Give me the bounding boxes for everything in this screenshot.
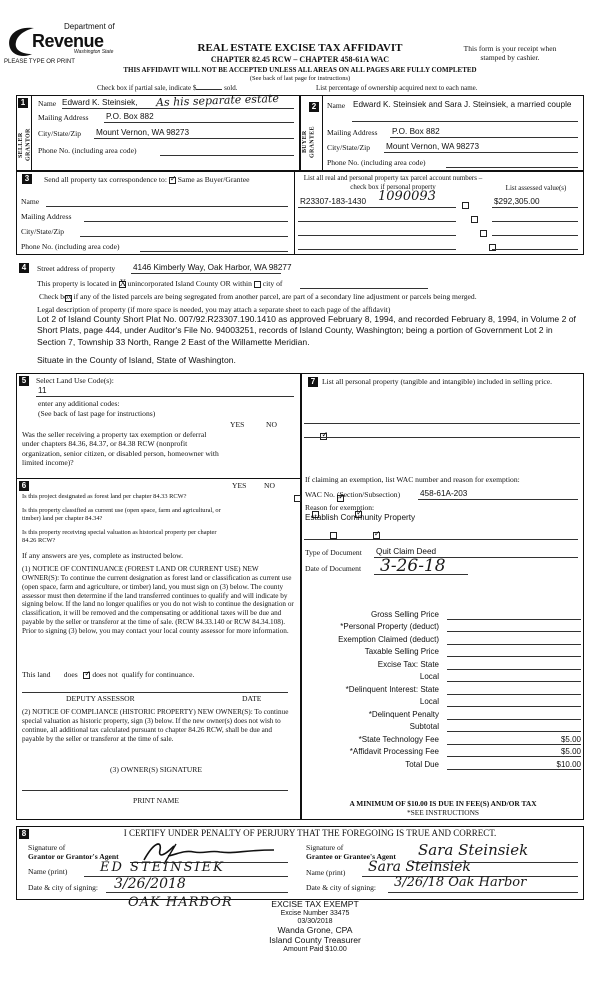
grantee-sig-label-2: Grantee or Grantee's Agent: [306, 852, 396, 861]
section-2-number: 2: [309, 102, 319, 112]
s3-phone-label: Phone No. (including area code): [21, 242, 120, 251]
stamp-line-5: Island County Treasurer: [269, 934, 361, 945]
doc-type-label: Type of Document: [305, 548, 362, 557]
city-checkbox[interactable]: [254, 281, 261, 288]
fee-label: *Personal Property (deduct): [340, 622, 439, 631]
fee-row: [305, 632, 581, 645]
s6-yes: YES: [232, 481, 247, 490]
fee-value: [447, 710, 581, 720]
seller-city-label: City/State/Zip: [38, 129, 82, 138]
fee-label: Subtotal: [409, 722, 439, 731]
legal-label: Legal description of property (if more space is needed, you may attach a separate sheet to each page of the affidavit): [37, 305, 391, 314]
page-title: REAL ESTATE EXCISE TAX AFFIDAVIT: [197, 42, 403, 54]
section-8-number: 8: [19, 829, 29, 839]
grantor-date-label: Date & city of signing:: [28, 883, 99, 892]
deputy-date: DATE: [242, 694, 262, 703]
fee-value: [447, 722, 581, 732]
grantee-sig-label: Signature of: [306, 843, 344, 852]
section-6-number: 6: [19, 481, 29, 491]
seller-mail-label: Mailing Address: [38, 113, 89, 122]
fee-row: [305, 670, 581, 683]
fee-row: [305, 757, 581, 770]
s6-no: NO: [264, 481, 275, 490]
print-name: PRINT NAME: [132, 796, 180, 805]
fee-label: Local: [419, 672, 439, 681]
unincorporated-checkbox[interactable]: [119, 281, 126, 288]
fees-table: [305, 607, 581, 770]
notice-compliance: (2) NOTICE OF COMPLIANCE (HISTORIC PROPERTY) NEW OWNER(S): To continue special valuation as historic property, sign (3) below. If the new owner(s) does not wish to continue, all additional tax calculated pursuant to chapter 84.26 RCW, shall be due and payable by the seller or transferor at the time of sale.: [22, 708, 289, 743]
back-note: (See back of last page for instructions): [249, 75, 351, 82]
seller-city-value: Mount Vernon, WA 98273: [96, 128, 190, 137]
parcel-header: List all real and personal property tax parcel account numbers – check box if personal property: [303, 174, 483, 191]
s6-q3: Is this property receiving special valuation as historical property per chapter 84.26 RCW?: [22, 529, 217, 544]
fee-value: [447, 622, 581, 632]
fee-row: [305, 657, 581, 670]
s5-question: Was the seller receiving a property tax exemption or deferral under chapters 84.36, 84.37, or 84.38 RCW (nonprofit organization, senior citizen, or disabled person, homeowner with limited income)?: [22, 430, 219, 468]
receipt-note: This form is your receipt when stamped by cashier.: [463, 44, 557, 63]
buyer-city-value: Mount Vernon, WA 98273: [386, 142, 480, 151]
fee-label: Gross Selling Price: [370, 609, 439, 619]
minimum-note: A MINIMUM OF $10.00 IS DUE IN FEE(S) AND/OR TAX: [349, 799, 537, 808]
logo-state: Washington State: [74, 49, 114, 55]
stamp-line-1: EXCISE TAX EXEMPT: [271, 899, 359, 909]
fee-row: [305, 645, 581, 658]
reason-value: Establish Community Property: [305, 513, 416, 522]
fee-label: *Delinquent Interest: State: [345, 684, 439, 694]
logo: [4, 18, 122, 60]
fee-row: [305, 720, 581, 733]
personal-property-checkbox-1[interactable]: [462, 202, 469, 209]
situate: Situate in the County of Island, State of Washington.: [37, 355, 236, 365]
partial-sale-sold: sold.: [224, 84, 238, 92]
street-value: 4146 Kimberly Way, Oak Harbor, WA 98277: [133, 263, 292, 272]
located-label: This property is located in: [37, 279, 117, 288]
chapter: CHAPTER 82.45 RCW – CHAPTER 458-61A WAC: [210, 55, 390, 64]
this-land-line: [22, 670, 194, 679]
parcel-value: R23307-183-1430: [300, 197, 367, 206]
fee-row: [305, 695, 581, 708]
fee-row: [305, 620, 581, 633]
fee-value: [447, 697, 581, 707]
fee-value: [447, 647, 581, 657]
buyer-city-label: City/State/Zip: [327, 143, 371, 152]
buyer-phone-label: Phone No. (including area code): [327, 158, 426, 167]
see-instructions: *SEE INSTRUCTIONS: [406, 808, 480, 817]
section-7-number: 7: [308, 377, 318, 387]
grantee-date-value: 3/26/18 Oak Harbor: [394, 875, 527, 890]
fee-value: [447, 672, 581, 682]
reason-label: Reason for exemption:: [305, 503, 375, 512]
s3-name-label: Name: [21, 197, 40, 206]
notice-continuance: (1) NOTICE OF CONTINUANCE (FOREST LAND OR CURRENT USE) NEW OWNER(S): To continue the current designation as forest land or classification as current use (open space, farm and agriculture, or timber) land, you must sign on (3) below. The county assessor must then determine if the land transferred continues to qualify and will indicate by signing below. If the land no longer qualifies or you do not wish to continue the designation or classification, it will be removed and the compensating or additional taxes will be due and payable by the seller or transferor at the time of sale. (RCW 84.33.140 or RCW 84.34.108). Prior to signing (3) below, you may contact your local county assessor for more information.: [22, 565, 294, 636]
buyer-mail-value: P.O. Box 882: [392, 127, 440, 136]
land-use-label: Select Land Use Code(s):: [36, 376, 114, 385]
qualify-label: qualify for continuance.: [121, 670, 195, 679]
buyer-mail-label: Mailing Address: [327, 128, 378, 137]
personal-property-label: List all personal property (tangible and intangible) included in selling price.: [322, 377, 553, 386]
fee-label: *Delinquent Penalty: [368, 709, 439, 719]
fee-value: [447, 635, 581, 645]
grantor-sig-label: Signature of: [28, 843, 66, 852]
certify: I CERTIFY UNDER PENALTY OF PERJURY THAT THE FOREGOING IS TRUE AND CORRECT.: [123, 828, 497, 838]
section-1-number: 1: [18, 98, 28, 108]
fee-value: [447, 660, 581, 670]
grantee-date-label: Date & city of signing:: [306, 883, 377, 892]
city-of-label: city of: [262, 279, 283, 288]
s5-yes-checkbox[interactable]: [279, 433, 286, 440]
buyer-name-label: Name: [327, 101, 346, 110]
doc-date-value: 3-26-18: [380, 556, 446, 576]
fee-value: [447, 610, 581, 620]
fee-label: Excise Tax: State: [377, 659, 439, 669]
fee-label: Taxable Selling Price: [364, 647, 439, 656]
located-line: [37, 279, 282, 288]
stamp-line-2: Excise Number 33475: [280, 909, 350, 917]
grantor-city-value: OAK HARBOR: [128, 895, 233, 910]
seller-grantor-label: SELLER GRANTOR: [18, 128, 32, 162]
owner-signature: (3) OWNER(S) SIGNATURE: [110, 765, 202, 774]
fee-row: [305, 732, 581, 745]
logo-word: Revenue: [32, 31, 104, 51]
s5-yes: YES: [230, 420, 245, 429]
unincorporated-label: unincorporated Island County OR within: [127, 279, 252, 288]
street-label: Street address of property: [37, 264, 116, 273]
same-as-buyer-label: Same as Buyer/Grantee: [177, 175, 250, 184]
assessed-value: $292,305.00: [494, 197, 540, 206]
see-back-5: (See back of last page for instructions): [38, 409, 156, 418]
s3-city-label: City/State/Zip: [21, 227, 65, 236]
s5-no: NO: [266, 420, 277, 429]
grantee-print-label: Name (print): [306, 868, 346, 877]
does-label: does: [63, 670, 78, 679]
assessed-header: List assessed value(s): [505, 184, 567, 192]
seller-phone-label: Phone No. (including area code): [38, 146, 137, 155]
exempt-stamp: [240, 900, 390, 954]
doc-date-label: Date of Document: [305, 564, 362, 573]
additional-codes-label: enter any additional codes:: [38, 399, 120, 408]
wac-label: WAC No. (Section/Subsection): [305, 490, 401, 499]
does-not-label: does not: [92, 670, 118, 679]
s6-q1: Is this project designated as forest land per chapter 84.33 RCW?: [22, 493, 187, 500]
doc-type-value: Quit Claim Deed: [376, 547, 437, 556]
fee-label: Total Due: [405, 759, 439, 769]
claim-exemption-label: If claiming an exemption, list WAC number and reason for exemption:: [305, 475, 520, 484]
grantee-print-value: Sara Steinsiek: [368, 859, 471, 875]
stamp-line-4: Wanda Grone, CPA: [277, 924, 353, 935]
s6-q2: Is this property classified as current use (open space, farm and agricultural, or timber) land per chapter 84.34?: [22, 507, 221, 522]
fee-value: $5.00: [447, 747, 581, 757]
fee-row: [305, 707, 581, 720]
fee-row: [305, 682, 581, 695]
grantor-print-label: Name (print): [28, 867, 68, 876]
wac-value: 458-61A-203: [420, 489, 468, 498]
segregated-note: Check box if any of the listed parcels are being segregated from another parcel, are part of a secondary line adjustment or parcels being merged.: [39, 292, 477, 301]
seller-name-value: Edward K. Steinsiek,: [62, 98, 138, 107]
land-use-value: 11: [38, 386, 47, 395]
grantor-date-value: 3/26/2018: [114, 876, 186, 892]
grantee-signature: Sara Steinsiek: [418, 841, 529, 859]
does-not-checkbox[interactable]: [83, 672, 90, 679]
legal-value: Lot 2 of Island County Short Plat No. 007/92.R23307.190.1410 as approved February 8, 1994, and recorded February 8, 1994, in Volume 2 of Short Plats, page 444, under Auditor's File No. 94003251, records of Island County, Washington; being a portion of Government Lot 2 in Section 7, Township 33 North, Range 2 East of the Willamette Meridian.: [37, 314, 576, 347]
seller-name-handwritten: As his separate estate: [155, 91, 280, 110]
ownership-note: List percentage of ownership acquired next to each name.: [316, 84, 478, 92]
logo-dept: Department of: [64, 22, 115, 31]
seller-mail-value: P.O. Box 882: [106, 112, 154, 121]
section-4-number: 4: [19, 263, 29, 273]
buyer-grantee-label: BUYER GRANTEE: [302, 126, 316, 158]
this-land-label: This land: [22, 670, 51, 679]
seller-name-label: Name: [38, 99, 57, 108]
stamp-line-6: Amount Paid $10.00: [283, 945, 347, 953]
parcel-handwritten: 1090093: [378, 189, 436, 204]
fee-label: *Affidavit Processing Fee: [349, 747, 439, 756]
partial-sale-label: Check box if partial sale, indicate $: [97, 84, 197, 92]
correspondence-line: [44, 175, 249, 184]
partial-sale: [97, 84, 238, 93]
deputy-assessor: DEPUTY ASSESSOR: [66, 694, 135, 703]
fee-value: [447, 685, 581, 695]
correspondence-label: Send all property tax correspondence to:: [44, 175, 167, 184]
fee-label: *State Technology Fee: [358, 734, 439, 744]
buyer-name-value: Edward K. Steinsiek and Sara J. Steinsiek, a married couple: [353, 100, 572, 109]
s6-if-yes: If any answers are yes, complete as instructed below.: [22, 551, 184, 560]
fee-label: Exemption Claimed (deduct): [338, 634, 439, 644]
fee-row: [305, 607, 581, 620]
s3-mail-label: Mailing Address: [21, 212, 72, 221]
section-3-number: 3: [22, 174, 32, 184]
grantor-print-value: ED STEINSIEK: [100, 860, 225, 875]
print-note: PLEASE TYPE OR PRINT: [4, 59, 75, 65]
stamp-line-3: 03/30/2018: [297, 917, 333, 925]
section-5-number: 5: [19, 376, 29, 386]
warning: THIS AFFIDAVIT WILL NOT BE ACCEPTED UNLESS ALL AREAS ON ALL PAGES ARE FULLY COMPLETED: [123, 66, 477, 74]
fee-value: $5.00: [447, 735, 581, 745]
fee-label: Local: [419, 697, 439, 706]
fee-value: $10.00: [447, 760, 581, 770]
personal-property-checkbox-3[interactable]: [480, 230, 487, 237]
grantor-sig-label-2: Grantor or Grantor's Agent: [28, 852, 119, 861]
same-as-buyer-checkbox[interactable]: [169, 177, 176, 184]
personal-property-checkbox-2[interactable]: [471, 216, 478, 223]
fee-row: [305, 745, 581, 758]
